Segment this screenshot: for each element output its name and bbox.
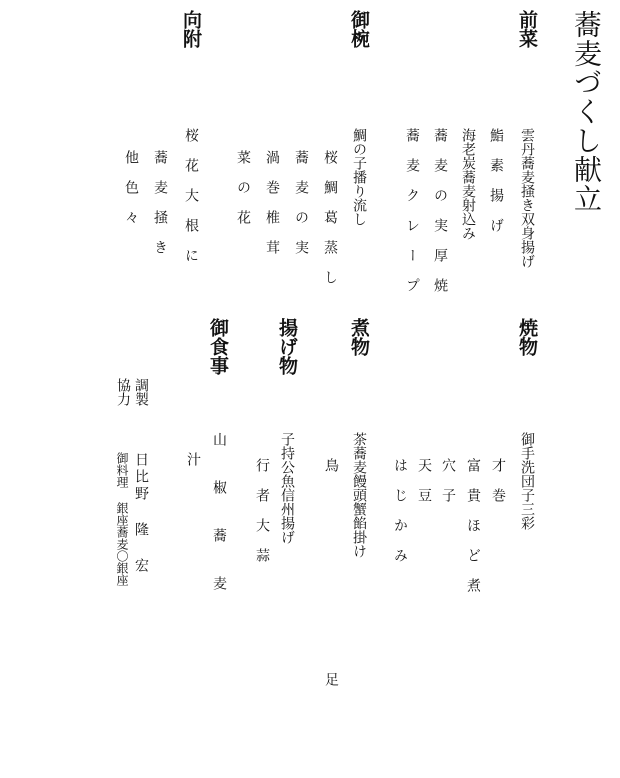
owan-item-4: 渦 巻 椎 茸 <box>264 150 280 254</box>
owan-item-1: 鯛の子播り流し <box>351 128 367 226</box>
nimono-item-1: 茶蕎麦饅頭蟹餡掛け <box>351 432 367 558</box>
section-heading-owan: 御椀 <box>348 10 370 48</box>
zensai-item-2: 鮨 素 揚 げ <box>488 128 504 232</box>
credit-label-cooperation: 協力 <box>115 378 131 406</box>
section-heading-agemono: 揚げ物 <box>276 318 298 375</box>
zensai-item-5: 蕎 麦 ク レ ー プ <box>404 128 420 292</box>
agemono-item-2: 行 者 大 蒜 <box>254 458 270 562</box>
owan-item-5: 菜 の 花 <box>235 150 251 224</box>
yakimono-item-4: 穴 子 <box>440 458 456 502</box>
zensai-item-4: 蕎 麦 の 実 厚 焼 <box>432 128 448 292</box>
credit-chef-name: 日比野 隆 宏 <box>133 452 149 575</box>
yakimono-item-2: 才 巻 <box>490 458 506 502</box>
credit-shop-name: 御料理 銀座蕎麦〇銀座 <box>115 452 129 586</box>
zensai-item-1: 雲丹蕎麦掻き双身揚げ <box>519 128 535 268</box>
yakimono-item-5: 天 豆 <box>416 458 432 502</box>
mukozuke-item-1: 桜 花 大 根 に <box>183 128 199 262</box>
menu-title: 蕎麦づくし献立 <box>570 10 603 213</box>
oshokuji-item-2: 汁 <box>185 452 201 466</box>
nimono-item-2: 鳥 足 <box>323 458 339 778</box>
agemono-item-1: 子持公魚信州揚げ <box>279 432 295 544</box>
yakimono-item-6: は じ か み <box>392 458 408 562</box>
zensai-item-3: 海老炭蕎麦射込み <box>460 128 476 240</box>
yakimono-item-1: 御手洗団子三彩 <box>519 432 535 530</box>
mukozuke-item-3: 他 色 々 <box>123 150 139 224</box>
owan-item-3: 蕎 麦 の 実 <box>293 150 309 254</box>
owan-item-2: 桜 鯛 葛 蒸 し <box>322 150 338 284</box>
section-heading-zensai: 前菜 <box>516 10 538 48</box>
section-heading-mukozuke: 向附 <box>180 10 202 48</box>
section-heading-oshokuji: 御食事 <box>207 318 229 375</box>
section-heading-nimono: 煮物 <box>348 318 370 356</box>
credit-label-prepared: 調製 <box>133 378 149 406</box>
mukozuke-item-2: 蕎 麦 掻 き <box>152 150 168 254</box>
yakimono-item-3: 富 貴 ほ ど 煮 <box>465 458 481 592</box>
oshokuji-item-1: 山 椒 蕎 麦 <box>211 432 227 599</box>
section-heading-yakimono: 焼物 <box>516 318 538 356</box>
